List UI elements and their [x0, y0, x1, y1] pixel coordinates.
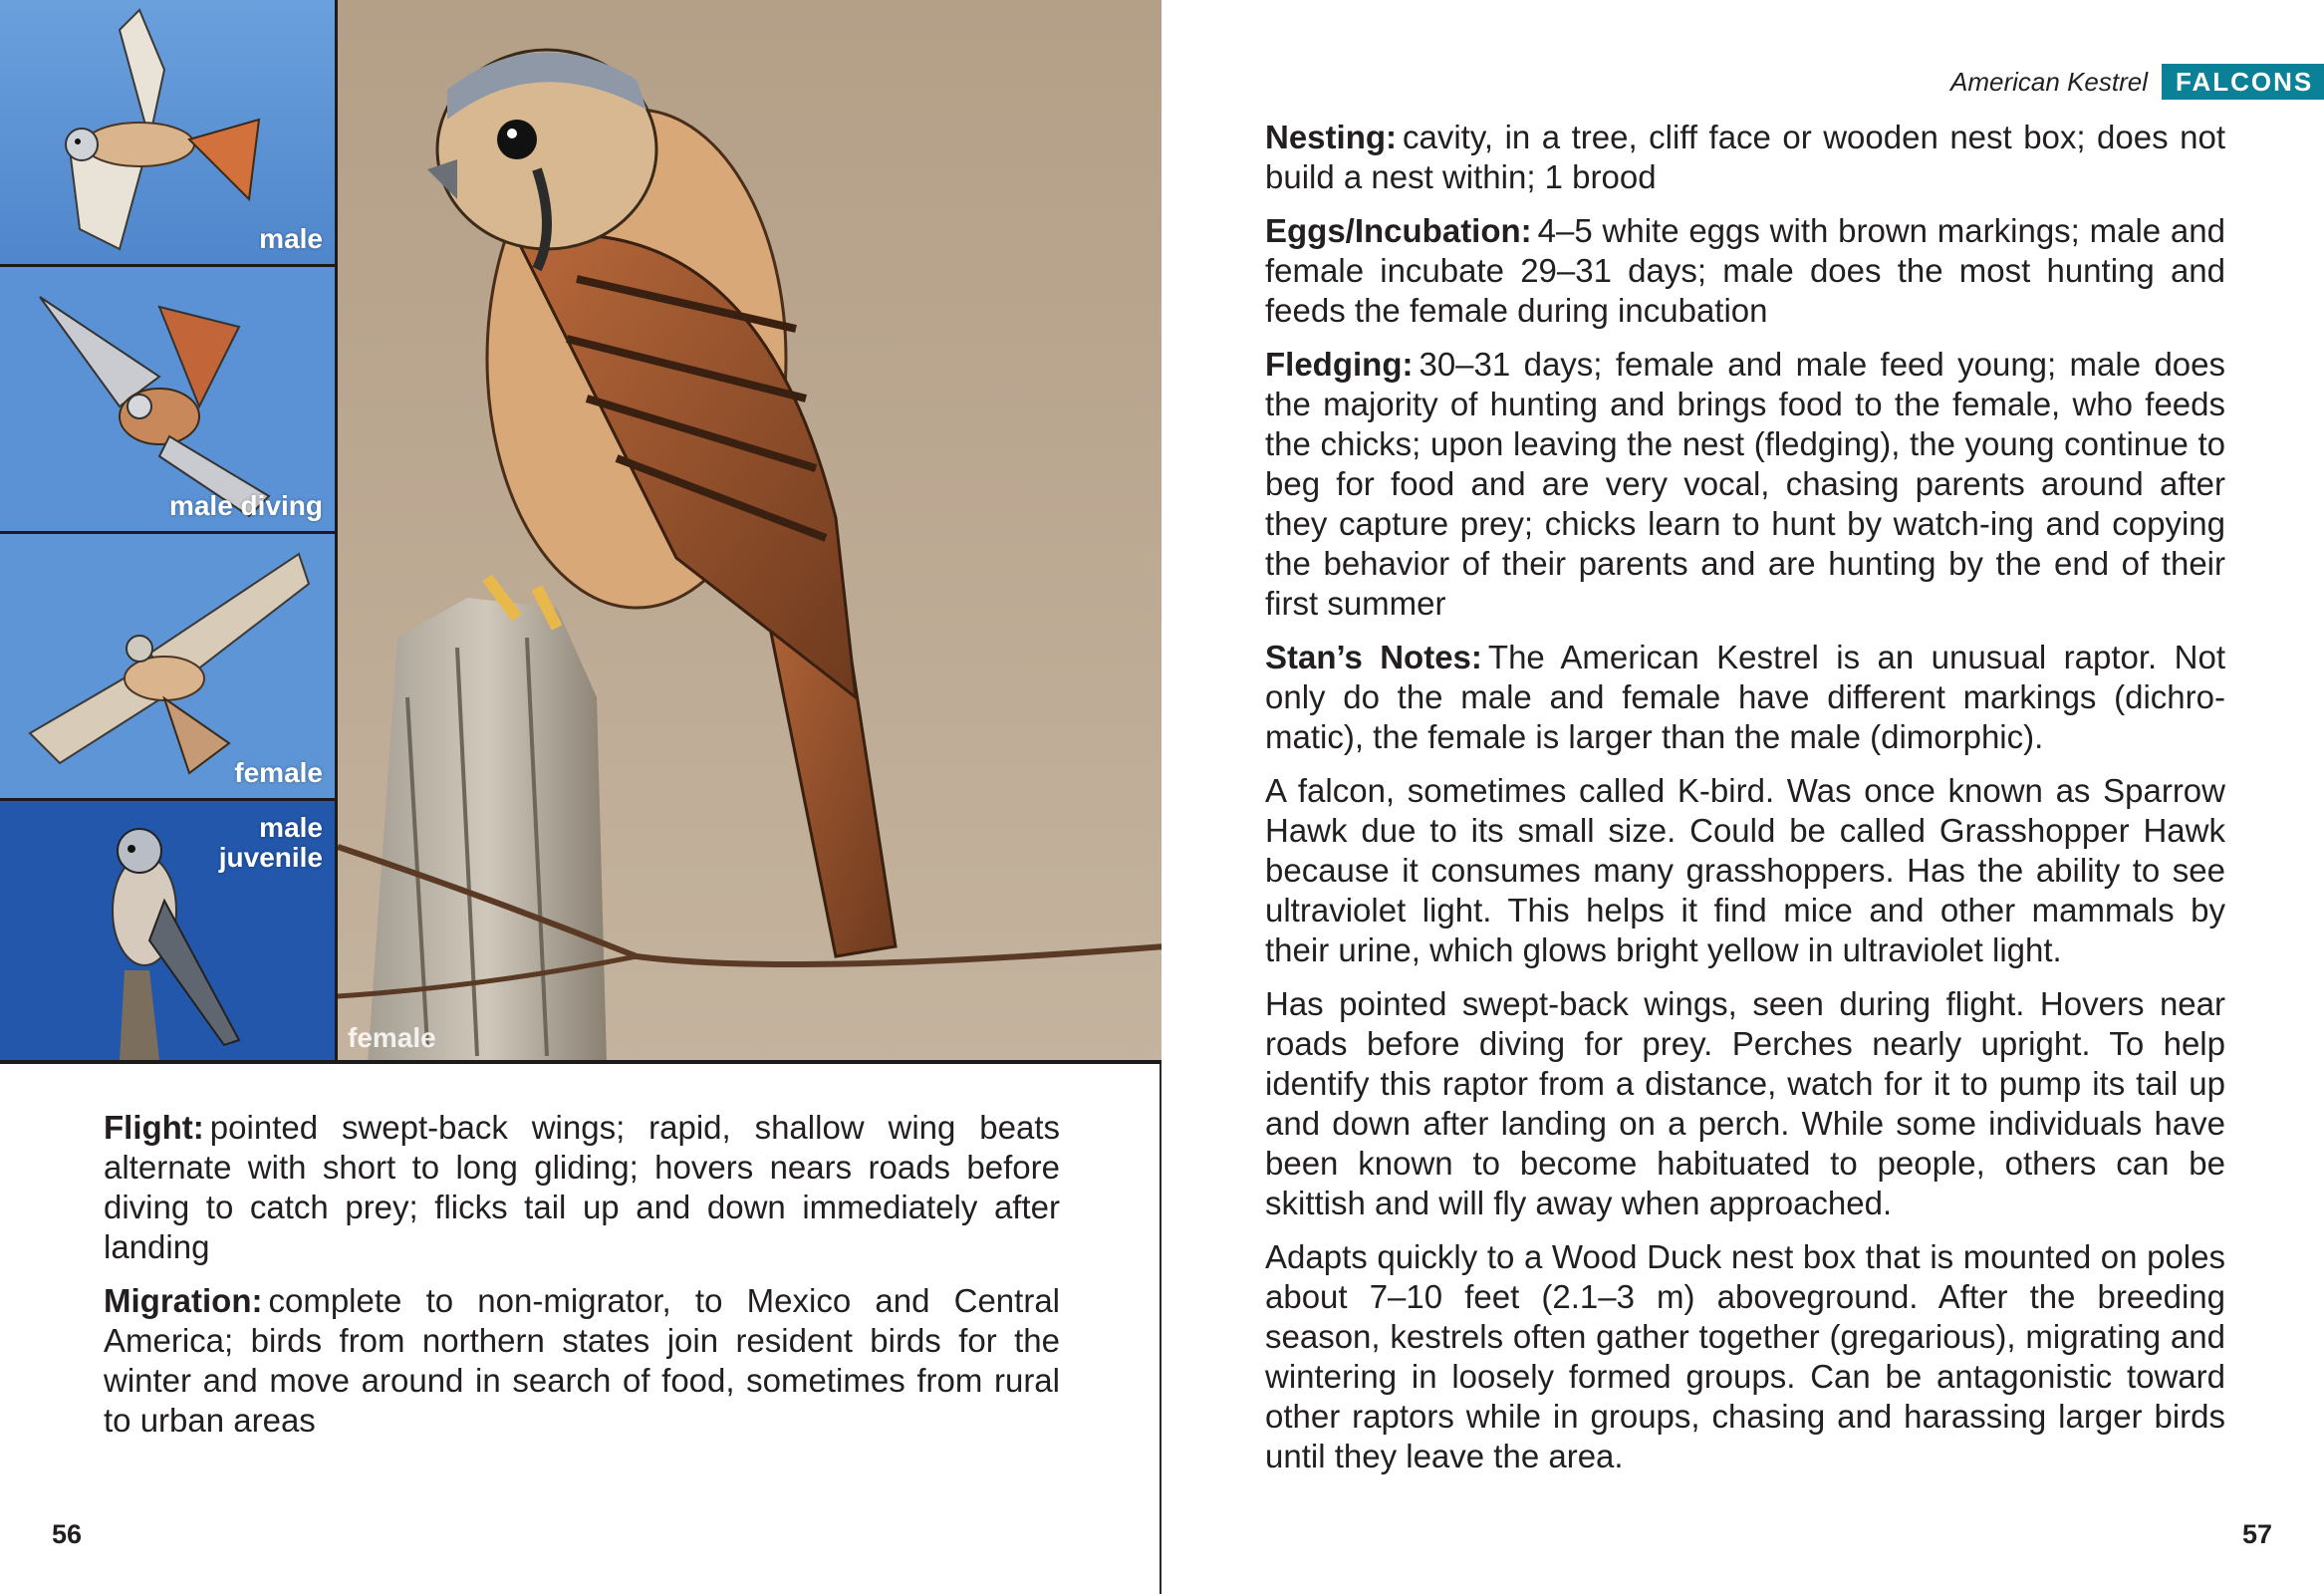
eggs-incubation-text: 4–5 white eggs with brown markings; male and female incubate 29–31 days; male does the most hunting and feeds the female during incubation — [1265, 212, 2225, 329]
female-kestrel-on-post-image — [338, 0, 1162, 1064]
stans-notes-paragraph — [1265, 638, 2225, 757]
migration-text: complete to non-migrator, to Mexico and Central America; birds from northern states join resident birds for the winter and move around in search of food, sometimes from rural to urban areas — [104, 1282, 1060, 1439]
thumbnail-male — [0, 0, 335, 267]
eggs-incubation-paragraph — [1265, 211, 2225, 331]
right-page — [1162, 0, 2324, 1594]
notes-text-2: A falcon, sometimes called K-bird. Was once known as Sparrow Hawk due to its small size. Could be called Grasshopper Hawk because it consumes many grasshoppers. Has the ability to see ultraviolet light. This helps it find mice and other mammals by their urine, which glows bright yellow in ultraviolet light. — [1265, 772, 2225, 968]
running-head-group: FALCONS — [2162, 64, 2324, 100]
stans-notes-label: Stan’s Notes: — [1265, 639, 1482, 675]
thumbnail-caption: male juvenile — [218, 812, 323, 873]
thumbnail-caption: female — [234, 757, 323, 788]
eggs-incubation-label: Eggs/Incubation: — [1265, 212, 1532, 249]
stans-notes-text: The American Kestrel is an unusual raptor. Not only do the male and female have different markings (dichro-matic), the female is larger than the male (dimorphic). — [1265, 639, 2225, 755]
notes-paragraph-2 — [1265, 771, 2225, 970]
fledging-label: Fledging: — [1265, 346, 1414, 383]
right-text — [1265, 118, 2225, 1490]
page-number-right: 57 — [2241, 1519, 2272, 1549]
thumbnail-female — [0, 534, 335, 801]
flight-paragraph — [104, 1108, 1060, 1267]
flight-label: Flight: — [104, 1109, 204, 1146]
thumbnail-male-diving — [0, 267, 335, 534]
running-head — [1950, 64, 2324, 100]
thumbnail-caption: male — [259, 223, 323, 254]
notes-paragraph-3 — [1265, 984, 2225, 1223]
migration-paragraph — [104, 1281, 1060, 1441]
notes-paragraph-4 — [1265, 1237, 2225, 1476]
left-text — [104, 1108, 1060, 1455]
thumbnail-caption: male diving — [168, 490, 323, 521]
nesting-text: cavity, in a tree, cliff face or wooden nest box; does not build a nest within; 1 brood — [1265, 119, 2225, 195]
notes-text-4: Adapts quickly to a Wood Duck nest box that is mounted on poles about 7–10 feet (2.1–3 m) aboveground. After the breeding season, kestrels often gather together (gregarious), migrating and wintering in loosely formed groups. Can be antagonistic toward other raptors while in groups, chasing and harassing larger birds until they leave the area. — [1265, 1238, 2225, 1474]
notes-text-3: Has pointed swept-back wings, seen during flight. Hovers near roads before diving for prey. Perches nearly upright. To help identify this raptor from a distance, watch for it to pump its tail up and down after landing on a perch. While some individuals have been known to become habituated to people, others can be skittish and will fly away when approached. — [1265, 985, 2225, 1221]
flight-text: pointed swept-back wings; rapid, shallow wing beats alternate with short to long gliding; hovers nears roads before diving to catch prey; flicks tail up and down immediately after landing — [104, 1109, 1060, 1265]
migration-label: Migration: — [104, 1282, 263, 1319]
main-photo-female — [335, 0, 1162, 1064]
fledging-paragraph — [1265, 345, 2225, 624]
nesting-paragraph — [1265, 118, 2225, 197]
running-head-species: American Kestrel — [1950, 66, 2148, 97]
fledging-text: 30–31 days; female and male feed young; male does the majority of hunting and brings food to the female, who feeds the chicks; upon leaving the nest (fledging), the young continue to beg for food and are very vocal, chasing parents around after they capture prey; chicks learn to hunt by watch-ing and copying the behavior of their parents and are hunting by the end of their first summer — [1265, 346, 2225, 622]
page-number-left: 56 — [52, 1519, 83, 1549]
main-photo-caption: female — [348, 1022, 436, 1053]
nesting-label: Nesting: — [1265, 119, 1397, 155]
thumbnail-male-juvenile — [0, 801, 335, 1064]
